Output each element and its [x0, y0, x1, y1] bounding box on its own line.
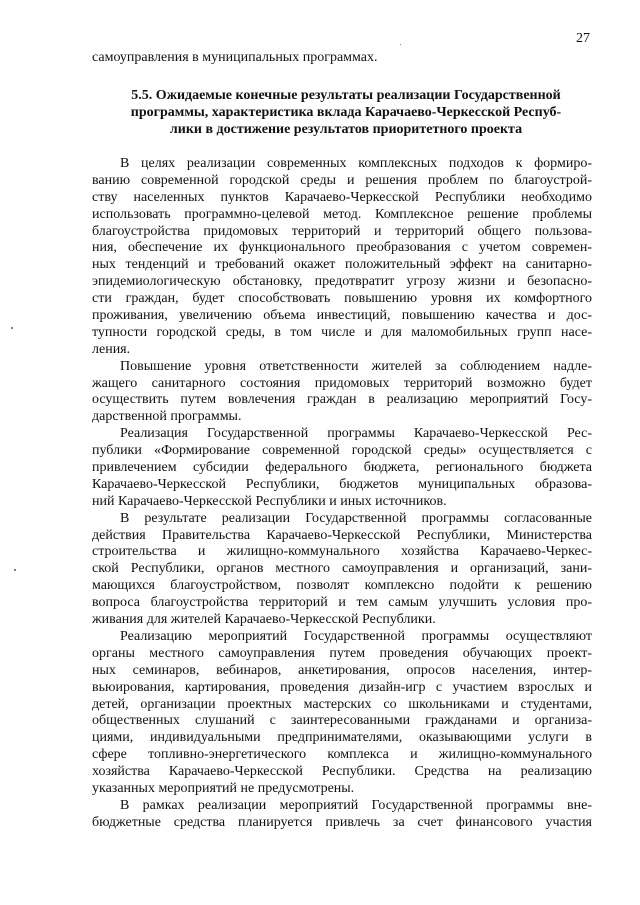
- scan-speck: [400, 44, 401, 45]
- paragraph-line: сти граждан, будет способствовать повышению уровня их комфортного: [92, 291, 592, 307]
- paragraph-line: В целях реализации современных комплексных подходов к формиро-: [120, 156, 592, 171]
- paragraph-line: строительства и жилищно-коммунального хозяйства Карачаево-Черкес-: [92, 544, 592, 560]
- paragraph-line: В результате реализации Государственной программы согласованные: [120, 510, 592, 526]
- paragraph-line: дарственной программы.: [92, 409, 242, 425]
- paragraph-line: проживания, увеличению объема инвестиций, повышению качества и дос-: [92, 308, 592, 324]
- page-number: 27: [576, 31, 590, 46]
- paragraph-line: Карачаево-Черкесской Республики, бюджетов муниципальных образова-: [92, 476, 592, 492]
- paragraph-line: живания для жителей Карачаево-Черкесской Республики.: [92, 612, 436, 628]
- paragraph: [92, 511, 592, 629]
- paragraph-line: вопроса благоустройства территорий и тем самым улучшить условия про-: [92, 595, 592, 611]
- paragraph-line: благоустройства придомовых территорий и территорий общего пользова-: [92, 223, 592, 239]
- paragraph-line: В рамках реализации мероприятий Государственной программы вне-: [120, 797, 592, 813]
- paragraph-line: общественных слушаний с заинтересованными гражданами и организа-: [92, 713, 592, 729]
- paragraph-line: бюджетные средства планируется привлечь за счет финансового участия: [92, 814, 592, 830]
- section-heading-line: 5.5. Ожидаемые конечные результаты реализации Государственной: [131, 88, 561, 103]
- paragraph-line: циями, индивидуальными предпринимателями, оказывающими услуги в: [92, 730, 592, 746]
- paragraph-line: осуществить путем вовлечения граждан в реализацию мероприятий Госу-: [92, 392, 592, 408]
- section-heading-line: программы, характеристика вклада Карачаево-Черкесской Респуб-: [130, 104, 562, 120]
- paragraph: [92, 359, 592, 427]
- paragraph-line: ской Республики, органов местного самоуправления и организаций, зани-: [92, 561, 592, 577]
- paragraph-line: эпидемиологическую обстановку, предотвратит угрозу жизни и безопасно-: [92, 274, 592, 290]
- paragraph-line: Реализацию мероприятий Государственной программы осуществляют: [120, 628, 592, 644]
- paragraph-line: вьюирования, картирования, проведения дизайн-игр с участием взрослых и: [92, 679, 592, 695]
- paragraph: [92, 156, 592, 359]
- paragraph: [92, 798, 592, 832]
- paragraph-line: указанных мероприятий не предусмотрены.: [92, 780, 355, 796]
- paragraph-line: публики «Формирование современной городской среды» осуществляется с: [92, 443, 592, 459]
- body-text: [92, 156, 592, 832]
- paragraph-line: использовать программно-целевой метод. Комплексное решение проблемы: [92, 206, 592, 222]
- paragraph-line: Реализация Государственной программы Карачаево-Черкесской Рес-: [120, 426, 592, 442]
- paragraph-line: ству населенных пунктов Карачаево-Черкесской Республики необходимо: [92, 189, 592, 205]
- paragraph-line: жащего санитарного состояния придомовых территорий возможно будет: [92, 375, 592, 391]
- paragraph-line: тупности городской среды, в том числе и для маломобильных групп насе-: [92, 324, 592, 340]
- paragraph-line: действия Правительства Карачаево-Черкесской Республики, Министерства: [92, 527, 592, 543]
- paragraph-line: ний Карачаево-Черкесской Республики и иных источников.: [92, 493, 447, 509]
- paragraph-line: ных семинаров, вебинаров, анкетирования, опросов населения, интер-: [92, 662, 592, 678]
- paragraph-line: Повышение уровня ответственности жителей за соблюдением надле-: [120, 358, 592, 374]
- paragraph-line: детей, организации проектных мастерских со школьниками и студентами,: [92, 696, 592, 712]
- paragraph-line: органы местного самоуправления путем проведения обучающих проект-: [92, 645, 592, 661]
- scan-speck: [11, 327, 13, 329]
- paragraph-line: привлечением субсидии федерального бюджета, регионального бюджета: [92, 460, 592, 476]
- paragraph-line: ления.: [92, 341, 131, 357]
- paragraph: [92, 629, 592, 798]
- section-heading: [100, 88, 592, 139]
- paragraph-line: ных тенденций и требований окажет положительный эффект на санитарно-: [92, 257, 592, 273]
- paragraph-line: сфере топливно-энергетического комплекса и жилищно-коммунального: [92, 747, 592, 763]
- paragraph-line: ванию современной городской среды и решения проблем по благоустрой-: [92, 172, 592, 188]
- scan-speck: [14, 569, 16, 571]
- paragraph-line: ния, обеспечение их функционального преобразования с учетом современ-: [92, 240, 592, 256]
- section-heading-line: лики в достижение результатов приоритетного проекта: [169, 121, 523, 137]
- paragraph: [92, 426, 592, 510]
- continuation-line: самоуправления в муниципальных программах.: [92, 50, 378, 65]
- paragraph-line: мающихся благоустройством, позволят комплексно подойти к решению: [92, 578, 592, 594]
- paragraph-line: хозяйства Карачаево-Черкесской Республики. Средства на реализацию: [92, 764, 592, 780]
